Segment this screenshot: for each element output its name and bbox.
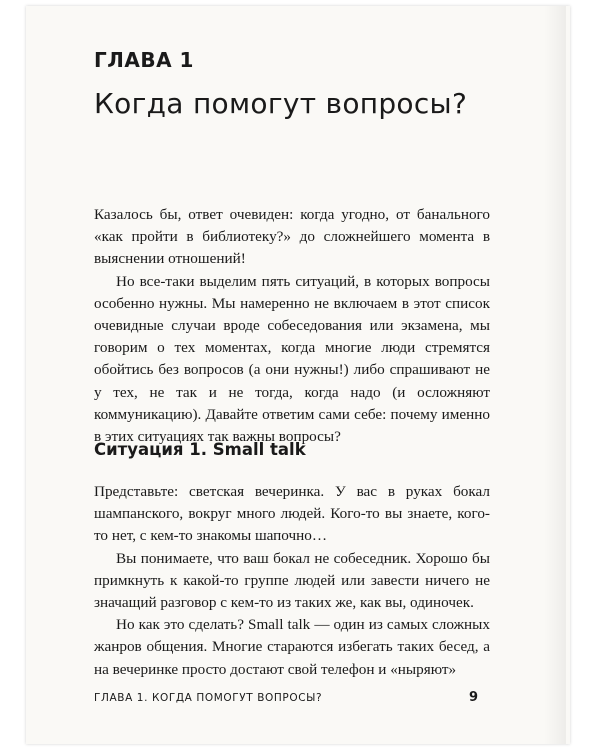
- section-heading: Ситуация 1. Small talk: [94, 440, 306, 459]
- section-paragraph-3: Но как это сделать? Small talk — один из самых сложных жанров общения. Многие стараются избегать таких бесед, а на вечеринке просто достают свой телефон и «ныряют»: [94, 616, 490, 678]
- section-text: [94, 481, 490, 681]
- intro-text: [94, 204, 490, 448]
- page-number: 9: [469, 690, 479, 705]
- intro-paragraph-1: Казалось бы, ответ очевиден: когда угодно, от банального «как пройти в библиотеку?» до сложнейшего момента в выяснении отношений!: [94, 206, 490, 268]
- chapter-title: Когда помогут вопросы?: [94, 87, 468, 120]
- chapter-label: ГЛАВА 1: [94, 48, 194, 72]
- page-spine-shadow: [544, 6, 566, 744]
- running-head: ГЛАВА 1. КОГДА ПОМОГУТ ВОПРОСЫ?: [94, 692, 323, 704]
- section-paragraph-2: Вы понимаете, что ваш бокал не собеседник. Хорошо бы примкнуть к какой-то группе людей или завести ничего не значащий разговор с кем-то из таких же, как вы, одиночек.: [94, 549, 490, 612]
- section-paragraph-1: Представьте: светская вечеринка. У вас в руках бокал шампанского, вокруг много людей. Кого-то вы знаете, кого-то нет, с кем-то знакомы шапочно…: [94, 483, 490, 545]
- intro-paragraph-2: Но все-таки выделим пять ситуаций, в которых вопросы особенно нужны. Мы намеренно не включаем в этот список очевидные случаи вроде собеседования или экзамена, мы говорим о тех моментах, когда многие люди стремятся обойтись без вопросов (а они нужны!) либо спрашивают не у тех, не так и не тогда, когда надо (и осложняют коммуникацию). Давайте ответим сами себе: почему именно в этих ситуациях так важны вопросы?: [94, 272, 490, 446]
